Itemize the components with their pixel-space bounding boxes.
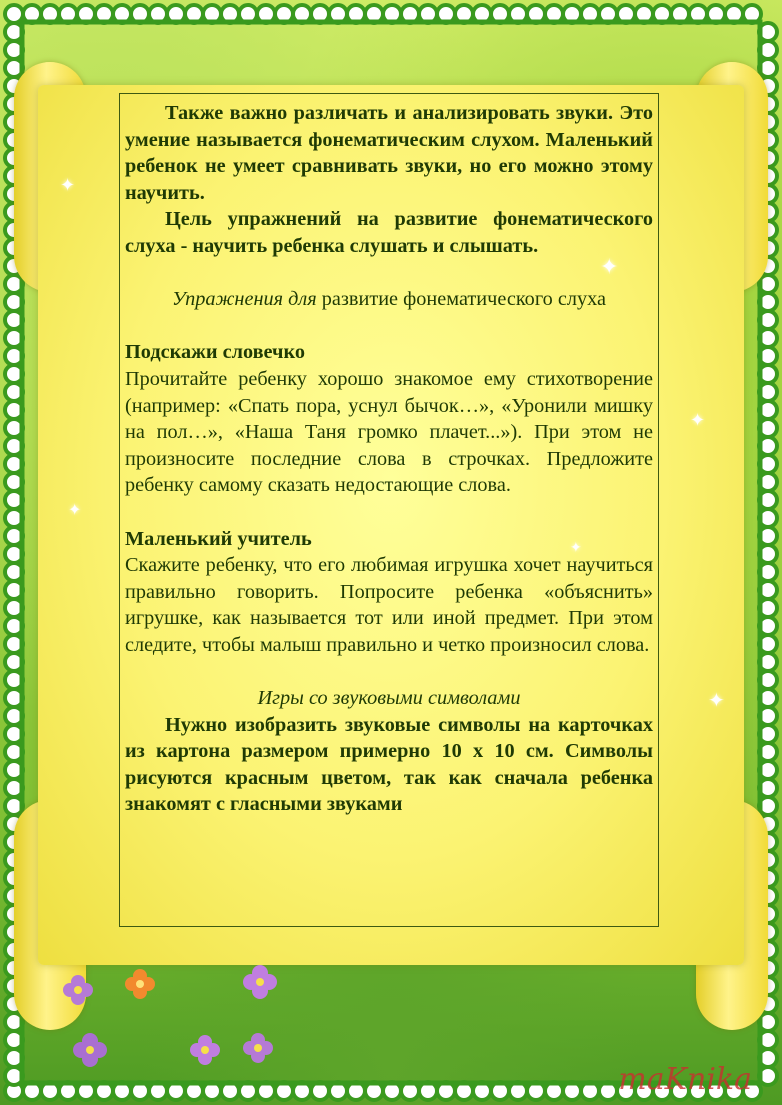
intro-paragraph-2: Цель упражнений на развитие фонематического слуха - научить ребенка слушать и слышать.	[125, 208, 653, 257]
section-title-rest: развитие фонематического слуха	[321, 288, 606, 311]
spacer	[125, 260, 653, 287]
text-panel	[119, 93, 659, 927]
flower-icon	[243, 965, 277, 999]
spacer	[125, 313, 653, 340]
section-title-exercises	[125, 286, 653, 313]
watermark-signature: maKnika	[618, 1062, 752, 1097]
sparkle-icon: ✦	[570, 540, 582, 556]
sparkle-icon: ✦	[68, 500, 82, 519]
flower-icon	[63, 975, 93, 1005]
sound-symbols-text: Нужно изобразить звуковые символы на карточках из картона размером примерно 10 х 10 см. Символы рисуются красным цветом, так как сначала ребенка знакомят с гласными звуками	[125, 713, 653, 816]
section-title-sound-symbols: Игры со звуковыми символами	[257, 687, 521, 710]
sparkle-icon: ✦	[708, 688, 725, 712]
intro-paragraph-1: Также важно различать и анализировать звуки. Это умение называется фонематическим слухом. Маленький ребенок не умеет сравнивать звуки, но его можно этому научить.	[125, 102, 653, 204]
sparkle-icon: ✦	[600, 255, 619, 280]
spacer	[125, 499, 653, 526]
exercise-2-title: Маленький учитель	[125, 527, 312, 550]
spacer	[125, 658, 653, 685]
exercise-1-title: Подскажи словечко	[125, 341, 306, 364]
section-title-italic-part: Упражнения для	[172, 288, 322, 311]
sparkle-icon: ✦	[690, 410, 706, 431]
exercise-1-text: Прочитайте ребенку хорошо знакомое ему стихотворение (например: «Спать пора, уснул бычок…», «Уронили мишку на пол…», «Наша Таня громко плачет...»). При этом не произносите последние слова в строчках. Предложите ребенку самому сказать недостающие слова.	[125, 367, 653, 497]
flower-icon	[73, 1033, 107, 1067]
sparkle-icon: ✦	[60, 175, 76, 196]
flower-icon	[243, 1033, 273, 1063]
flower-icon	[125, 969, 155, 999]
exercise-2-text: Скажите ребенку, что его любимая игрушка хочет научиться правильно говорить. Попросите ребенка «объяснить» игрушке, как называется тот или иной предмет. При этом следите, чтобы малыш правильно и четко произносил слова.	[125, 554, 653, 656]
flower-icon	[190, 1035, 220, 1065]
